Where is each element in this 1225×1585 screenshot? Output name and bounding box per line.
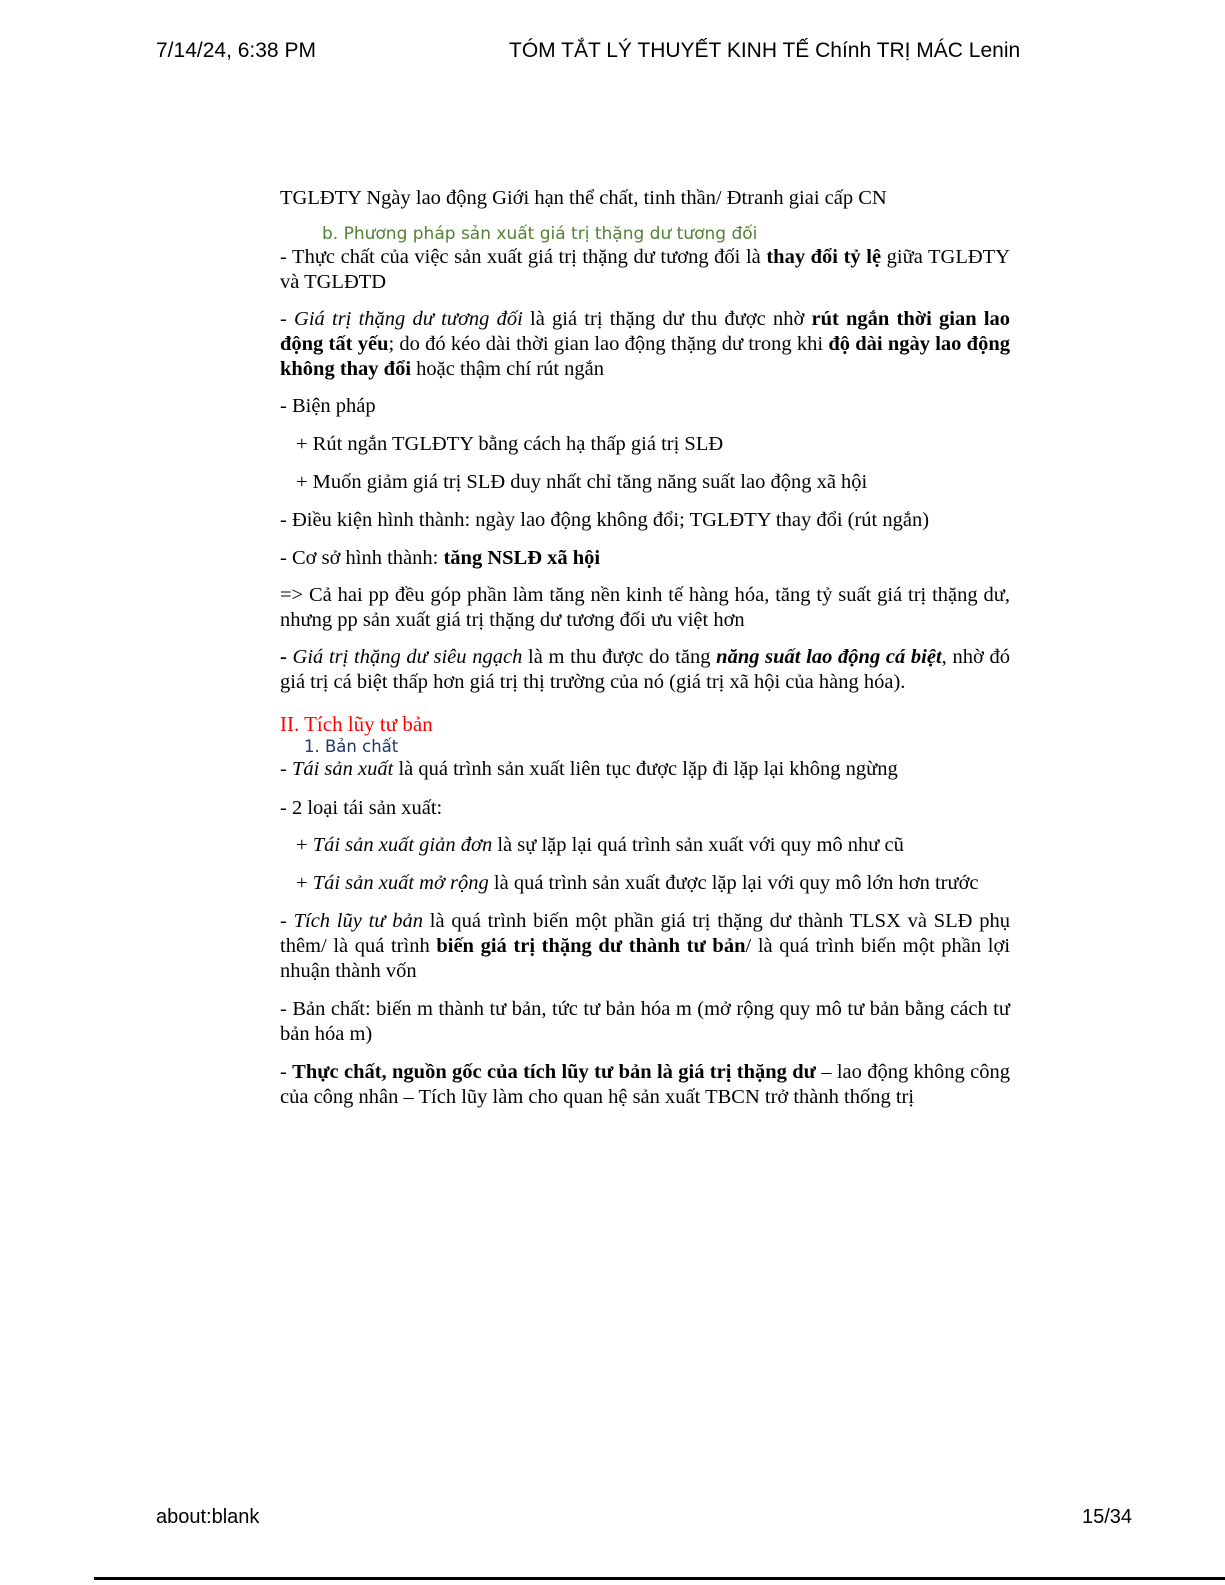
paragraph: - Điều kiện hình thành: ngày lao động không đổi; TGLĐTY thay đổi (rút ngắn) bbox=[280, 509, 930, 531]
section-heading-b: b. Phương pháp sản xuất giá trị thặng dư tương đối bbox=[322, 224, 758, 244]
print-header-title: TÓM TẮT LÝ THUYẾT KINH TẾ Chính TRỊ MÁC Lenin bbox=[509, 39, 1021, 62]
paragraph: - Tích lũy tư bản là quá trình biến một phần giá trị thặng dư thành TLSX và SLĐ phụ thêm/ là quá trình biến giá trị thặng dư thành tư bản/ là quá trình biến một phần lợi nhuận thành vốn bbox=[280, 910, 1011, 982]
list-item: + Tái sản xuất mở rộng là quá trình sản xuất được lặp lại với quy mô lớn hơn trước bbox=[296, 872, 979, 894]
paragraph: - Thực chất, nguồn gốc của tích lũy tư bản là giá trị thặng dư – lao động không công của công nhân – Tích lũy làm cho quan hệ sản xuất TBCN trở thành thống trị bbox=[280, 1061, 1010, 1108]
paragraph: - Bản chất: biến m thành tư bản, tức tư bản hóa m (mở rộng quy mô tư bản bằng cách tư bản hóa m) bbox=[280, 998, 1010, 1045]
text-line: TGLĐTY Ngày lao động Giới hạn thể chất, tinh thần/ Đtranh giai cấp CN bbox=[280, 187, 887, 209]
print-header-date: 7/14/24, 6:38 PM bbox=[156, 39, 316, 62]
paragraph: - Cơ sở hình thành: tăng NSLĐ xã hội bbox=[280, 547, 601, 569]
paragraph: - Giá trị thặng dư tương đối là giá trị thặng dư thu được nhờ rút ngắn thời gian lao động tất yếu; do đó kéo dài thời gian lao động thặng dư trong khi độ dài ngày lao động không thay đổi hoặc thậm chí rút ngắn bbox=[280, 308, 1011, 380]
paragraph: - 2 loại tái sản xuất: bbox=[280, 797, 443, 819]
paragraph: - Tái sản xuất là quá trình sản xuất liên tục được lặp đi lặp lại không ngừng bbox=[280, 758, 898, 780]
list-item: + Rút ngắn TGLĐTY bằng cách hạ thấp giá trị SLĐ bbox=[296, 433, 724, 455]
section-heading-ii: II. Tích lũy tư bản bbox=[280, 712, 433, 736]
paragraph: - Biện pháp bbox=[280, 395, 376, 417]
paragraph: - Thực chất của việc sản xuất giá trị thặng dư tương đối là thay đổi tỷ lệ giữa TGLĐTY và TGLĐTD bbox=[280, 246, 1011, 293]
print-footer-page-number: 15/34 bbox=[1082, 1506, 1133, 1528]
document-body bbox=[280, 186, 1010, 1110]
print-footer-url: about:blank bbox=[156, 1506, 260, 1528]
subsection-heading-1: 1. Bản chất bbox=[304, 737, 399, 756]
paragraph: => Cả hai pp đều góp phần làm tăng nền kinh tế hàng hóa, tăng tỷ suất giá trị thặng dư, nhưng pp sản xuất giá trị thặng dư tương đối ưu việt hơn bbox=[280, 584, 1010, 631]
list-item: + Muốn giảm giá trị SLĐ duy nhất chỉ tăng năng suất lao động xã hội bbox=[296, 471, 868, 493]
list-item: + Tái sản xuất giản đơn là sự lặp lại quá trình sản xuất với quy mô như cũ bbox=[296, 834, 904, 856]
paragraph: - Giá trị thặng dư siêu ngạch là m thu được do tăng năng suất lao động cá biệt, nhờ đó giá trị cá biệt thấp hơn giá trị thị trường của nó (giá trị xã hội của hàng hóa). bbox=[280, 646, 1011, 693]
page-bottom-rule bbox=[94, 1577, 1225, 1580]
